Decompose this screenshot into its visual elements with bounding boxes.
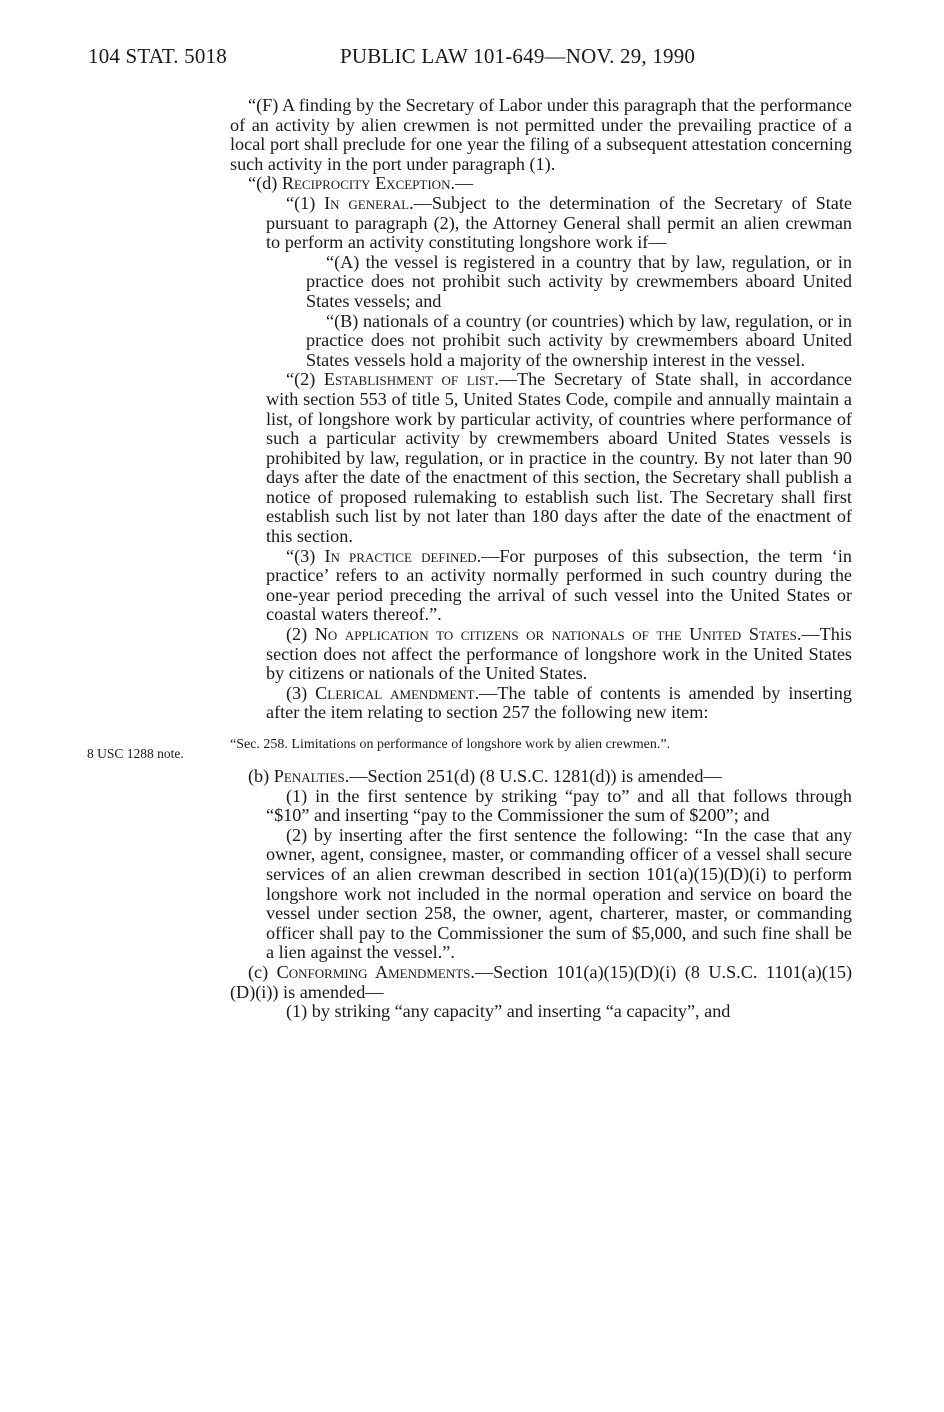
paragraph-b2: (2) by inserting after the first sentence the following: “In the case that any owner, agent, consignee, master, or commanding officer of a vessel shall secure services of an alien crewman described in section 101(a)(15)(D)(i) to perform longshore work not included in the normal operation and service on board the vessel under section 258, the owner, agent, charterer, master, or commanding officer shall pay to the Commissioner the sum of $5,000, and such fine shall be a lien against the vessel.”.: [266, 824, 852, 963]
subsection-b-body: [230, 787, 852, 963]
subsection-d-title: Reciprocity Exception.: [281, 173, 455, 194]
paragraph-3: [266, 684, 852, 723]
paragraph-d1-title: In general.: [324, 192, 414, 213]
subsection-c-body: [230, 1002, 852, 1022]
paragraph-d2-text: —The Secretary of State shall, in accordance with section 553 of title 5, United States Code, compile and annually maintain a list, of longshore work by particular activity, of countries where performance of such a particular activity by crewmembers aboard United States vessels is prohibited by law, regulation, or in practice in the country. By not later than 90 days after the date of the enactment of this section, the Secretary shall publish a notice of proposed rulemaking to establish such list. The Secretary shall first establish such list by not later than 180 days after the date of the enactment of this section.: [266, 369, 852, 547]
paragraph-d2-title: Establishment of list.: [323, 369, 499, 390]
paragraph-d2: [266, 370, 852, 546]
document-body: [230, 96, 852, 1022]
subparagraph-d1a: “(A) the vessel is registered in a country that by law, regulation, or in practice does not prohibit such activity by crewmembers aboard United States vessels; and: [306, 251, 852, 311]
subsection-b: [230, 767, 852, 787]
subsection-d-heading: [230, 174, 852, 194]
paragraph-d2-prefix: “(2): [286, 369, 324, 390]
paragraph-b1: (1) in the first sentence by striking “pay to” and all that follows through “$10” and inserting “pay to the Commissioner the sum of $200”; and: [266, 785, 852, 826]
paragraph-d1-prefix: “(1): [286, 192, 325, 213]
paragraph-d3-title: In practice defined.: [324, 545, 482, 566]
paragraph-3-title: Clerical amendment.: [315, 682, 480, 703]
paragraph-f: “(F) A finding by the Secretary of Labor under this paragraph that the performance of an activity by alien crewmen is not permitted under the prevailing practice of a local port shall preclude for one year the filing of a subsequent attestation concerning such activity in the port under paragraph (1).: [230, 95, 852, 174]
subsection-d-body-2: [230, 370, 852, 723]
subsection-d-dash: —: [455, 173, 474, 194]
paragraph-d3-prefix: “(3): [286, 545, 325, 566]
subsection-c-title: Conforming Amendments.: [276, 961, 475, 982]
paragraph-d1: [266, 194, 852, 253]
paragraph-3-prefix: (3): [286, 682, 316, 703]
paragraph-2: [266, 625, 852, 684]
paragraph-d3: [266, 547, 852, 625]
subparagraph-d1b: “(B) nationals of a country (or countries) which by law, regulation, or in practice does not prohibit such activity by crewmembers aboard United States vessels hold a majority of the ownership interest in the vessel.: [306, 310, 852, 370]
subsection-b-prefix: (b): [248, 766, 274, 786]
paragraph-2-text: —This section does not affect the performance of longshore work in the United States by citizens or nationals of the United States.: [266, 624, 852, 684]
paragraph-3-text: —The table of contents is amended by inserting after the item relating to section 257 the following new item:: [266, 682, 852, 723]
table-of-contents-item: “Sec. 258. Limitations on performance of longshore work by alien crewmen.”.: [230, 737, 671, 752]
statute-page-number: 104 STAT. 5018: [88, 44, 227, 68]
subsection-b-title: Penalties.: [273, 766, 350, 786]
paragraph-c1: (1) by striking “any capacity” and inserting “a capacity”, and: [286, 1001, 731, 1022]
subsection-d-body: [230, 194, 852, 253]
subsection-b-text: —Section 251(d) (8 U.S.C. 1281(d)) is amended—: [349, 766, 722, 786]
subparagraph-list: [230, 253, 852, 371]
paragraph-2-prefix: (2): [286, 624, 315, 645]
margin-note: 8 USC 1288 note.: [87, 746, 184, 761]
subsection-c: [230, 963, 852, 1002]
subsection-c-text: —Section 101(a)(15)(D)(i) (8 U.S.C. 1101(a)(15)(D)(i)) is amended—: [230, 961, 853, 1002]
subsection-d-prefix: “(d): [248, 173, 282, 194]
paragraph-2-title: No application to citizens or nationals of the United States.: [314, 624, 802, 645]
paragraph-d1-text: —Subject to the determination of the Secretary of State pursuant to paragraph (2), the Attorney General shall permit an alien crewman to perform an activity constituting longshore work if—: [266, 192, 853, 253]
subsection-c-prefix: (c): [248, 961, 277, 982]
public-law-title: PUBLIC LAW 101-649—NOV. 29, 1990: [340, 44, 696, 68]
paragraph-d3-text: —For purposes of this subsection, the term ‘in practice’ refers to an activity normally performed in such country during the one-year period preceding the arrival of such vessel into the United States or coastal waters thereof.”.: [266, 545, 853, 625]
